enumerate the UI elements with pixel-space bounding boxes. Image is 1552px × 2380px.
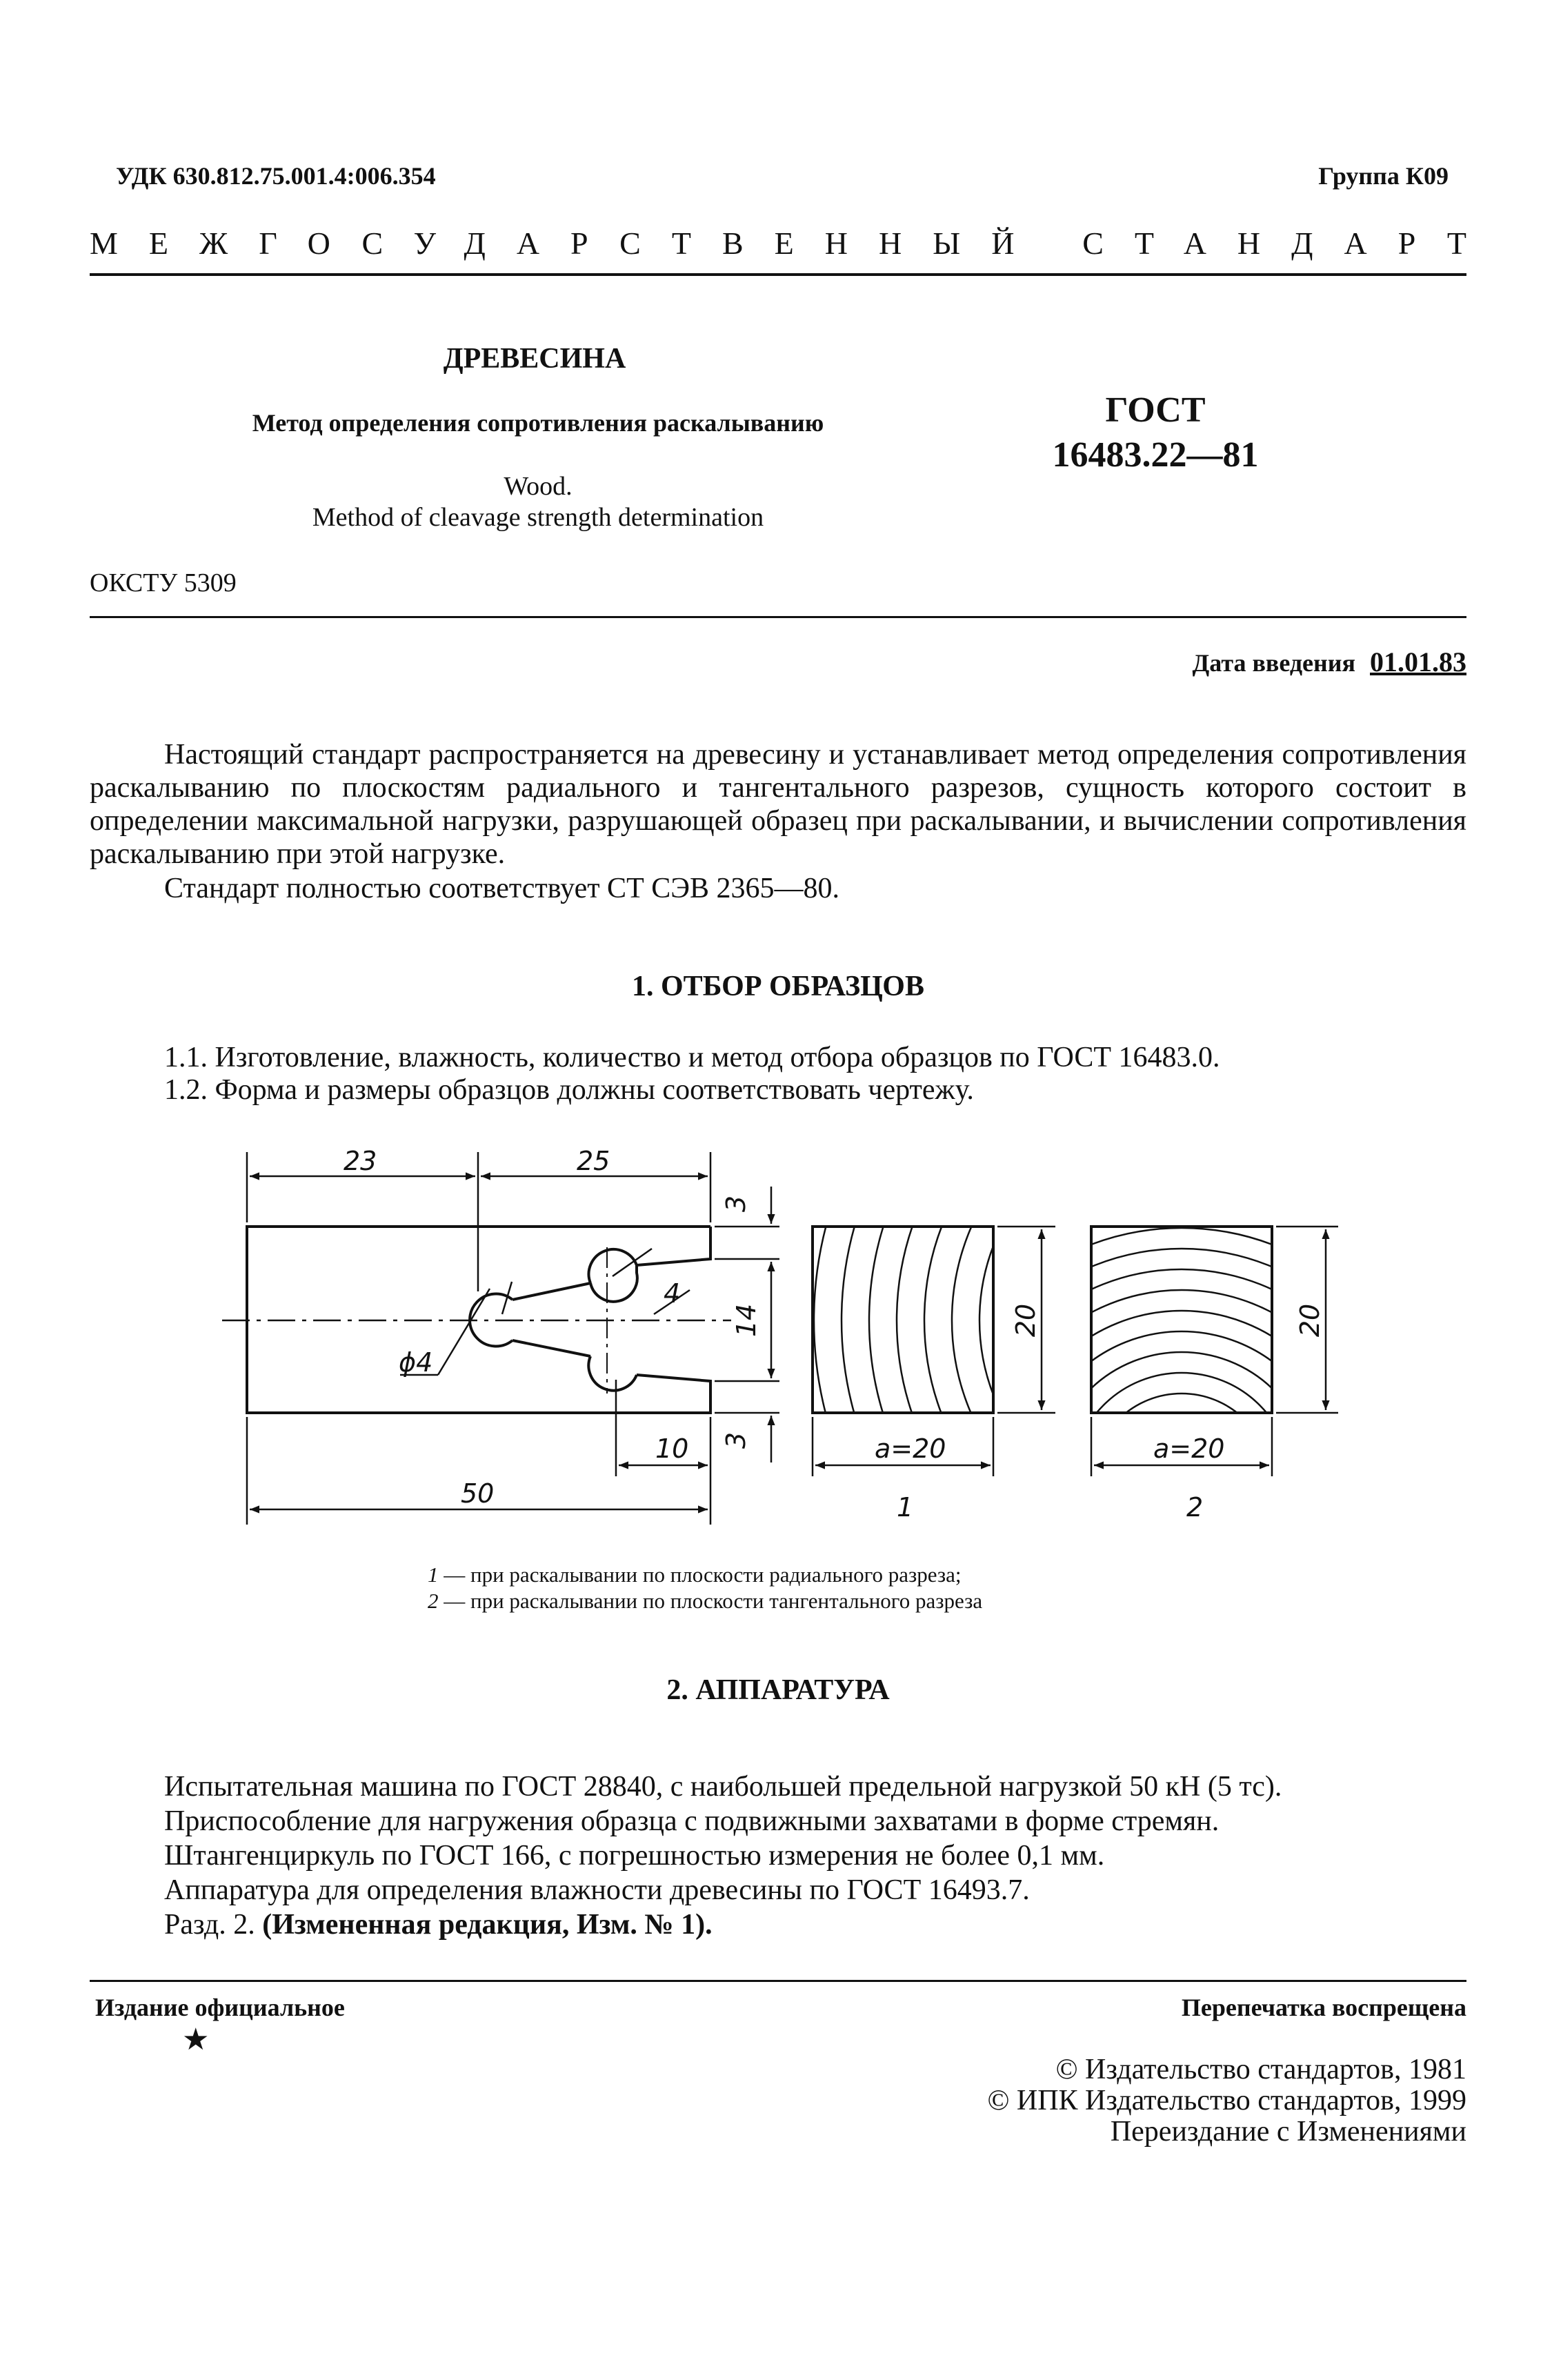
star-icon: ★: [182, 2023, 210, 2056]
apparatus-line-4: Аппаратура для определения влажности древесины по ГОСТ 16493.7.: [164, 1874, 1030, 1906]
banner-right: СТАНДАРТ: [1082, 226, 1498, 261]
apparatus-line-1: Испытательная машина по ГОСТ 28840, с наибольшей предельной нагрузкой 50 кН (5 тс).: [164, 1771, 1282, 1803]
dim-3-top: 3: [721, 1195, 751, 1213]
dim-a20-tangential: a=20: [1153, 1434, 1225, 1464]
conformity-statement: Стандарт полностью соответствует СТ СЭВ 2365—80.: [164, 873, 839, 904]
banner-left: МЕЖГОСУДАРСТВЕННЫЙ: [90, 226, 1046, 261]
cross-section-radial: [786, 920, 1552, 1642]
dim-14: 14: [731, 1303, 762, 1338]
amendment-bold: (Измененная редакция, Изм. № 1).: [262, 1909, 713, 1941]
dim-phi4: ϕ4: [399, 1347, 433, 1378]
label-1: 1: [897, 1492, 914, 1523]
amendment-prefix: Разд. 2.: [164, 1909, 255, 1941]
dim-20-tangential: 20: [1295, 1303, 1325, 1338]
caption-2-number: 2: [428, 1589, 439, 1613]
section-2-heading: 2. АППАРАТУРА: [666, 1674, 890, 1706]
doc-subtitle: Метод определения сопротивления раскалыванию: [252, 409, 824, 437]
copyright-1: © Издательство стандартов, 1981: [1055, 2054, 1466, 2085]
dim-23: 23: [344, 1146, 377, 1176]
item-1-1: 1.1. Изготовление, влажность, количество и метод отбора образцов по ГОСТ 16483.0.: [164, 1042, 1220, 1073]
reissue-note: Переиздание с Изменениями: [1110, 2116, 1466, 2148]
caption-1-number: 1: [428, 1563, 439, 1587]
dim-10: 10: [655, 1434, 689, 1464]
caption-1: [428, 1560, 962, 1589]
dim-20-radial: 20: [1011, 1303, 1041, 1338]
udk-code: УДК 630.812.75.001.4:006.354: [116, 162, 436, 190]
copyright-2: © ИПК Издательство стандартов, 1999: [987, 2085, 1466, 2116]
apparatus-line-2: Приспособление для нагружения образца с подвижными захватами в форме стремян.: [164, 1805, 1220, 1837]
english-title-1: Wood.: [504, 472, 573, 501]
caption-2: [428, 1587, 982, 1616]
dim-a20-radial: a=20: [875, 1434, 946, 1464]
caption-2-text: — при раскалывании по плоскости тангентального разреза: [438, 1589, 983, 1613]
label-2: 2: [1186, 1492, 1204, 1523]
gost-number: 16483.22—81: [1052, 435, 1259, 475]
dim-25: 25: [577, 1146, 610, 1176]
gost-label: ГОСТ: [1105, 390, 1206, 430]
dim-3-bottom: 3: [721, 1431, 751, 1449]
okstu-code: ОКСТУ 5309: [90, 568, 237, 597]
apparatus-line-3: Штангенциркуль по ГОСТ 166, с погрешностью измерения не более 0,1 мм.: [164, 1840, 1105, 1872]
group-code: Группа К09: [1318, 162, 1449, 190]
footer-rule: [90, 1980, 1466, 1982]
intro-date-label: Дата введения: [1192, 649, 1355, 677]
doc-title: ДРЕВЕСИНА: [443, 343, 626, 375]
intro-paragraph: Настоящий стандарт распространяется на древесину и устанавливает метод определения сопротивления раскалыванию по плоскостям радиального и тангентального разрезов, сущность которого состоит в определении максимальной нагрузки, разрушающей образец при раскалывании, и вычислении сопротивления раскалыванию при этой нагрузке.: [90, 739, 1466, 870]
english-title-2: Method of cleavage strength determination: [312, 503, 764, 532]
official-edition: Издание официальное: [95, 1994, 345, 2021]
item-1-2: 1.2. Форма и размеры образцов должны соответствовать чертежу.: [164, 1074, 974, 1106]
reprint-prohibited: Перепечатка воспрещена: [1181, 1994, 1466, 2021]
dim-4: 4: [664, 1278, 681, 1309]
section-1-heading: 1. ОТБОР ОБРАЗЦОВ: [632, 971, 924, 1002]
amendment-note: [164, 1907, 713, 1942]
dim-50: 50: [461, 1478, 495, 1509]
intro-date-value: 01.01.83: [1370, 646, 1466, 677]
caption-1-text: — при раскалывании по плоскости радиального разреза;: [438, 1563, 962, 1587]
